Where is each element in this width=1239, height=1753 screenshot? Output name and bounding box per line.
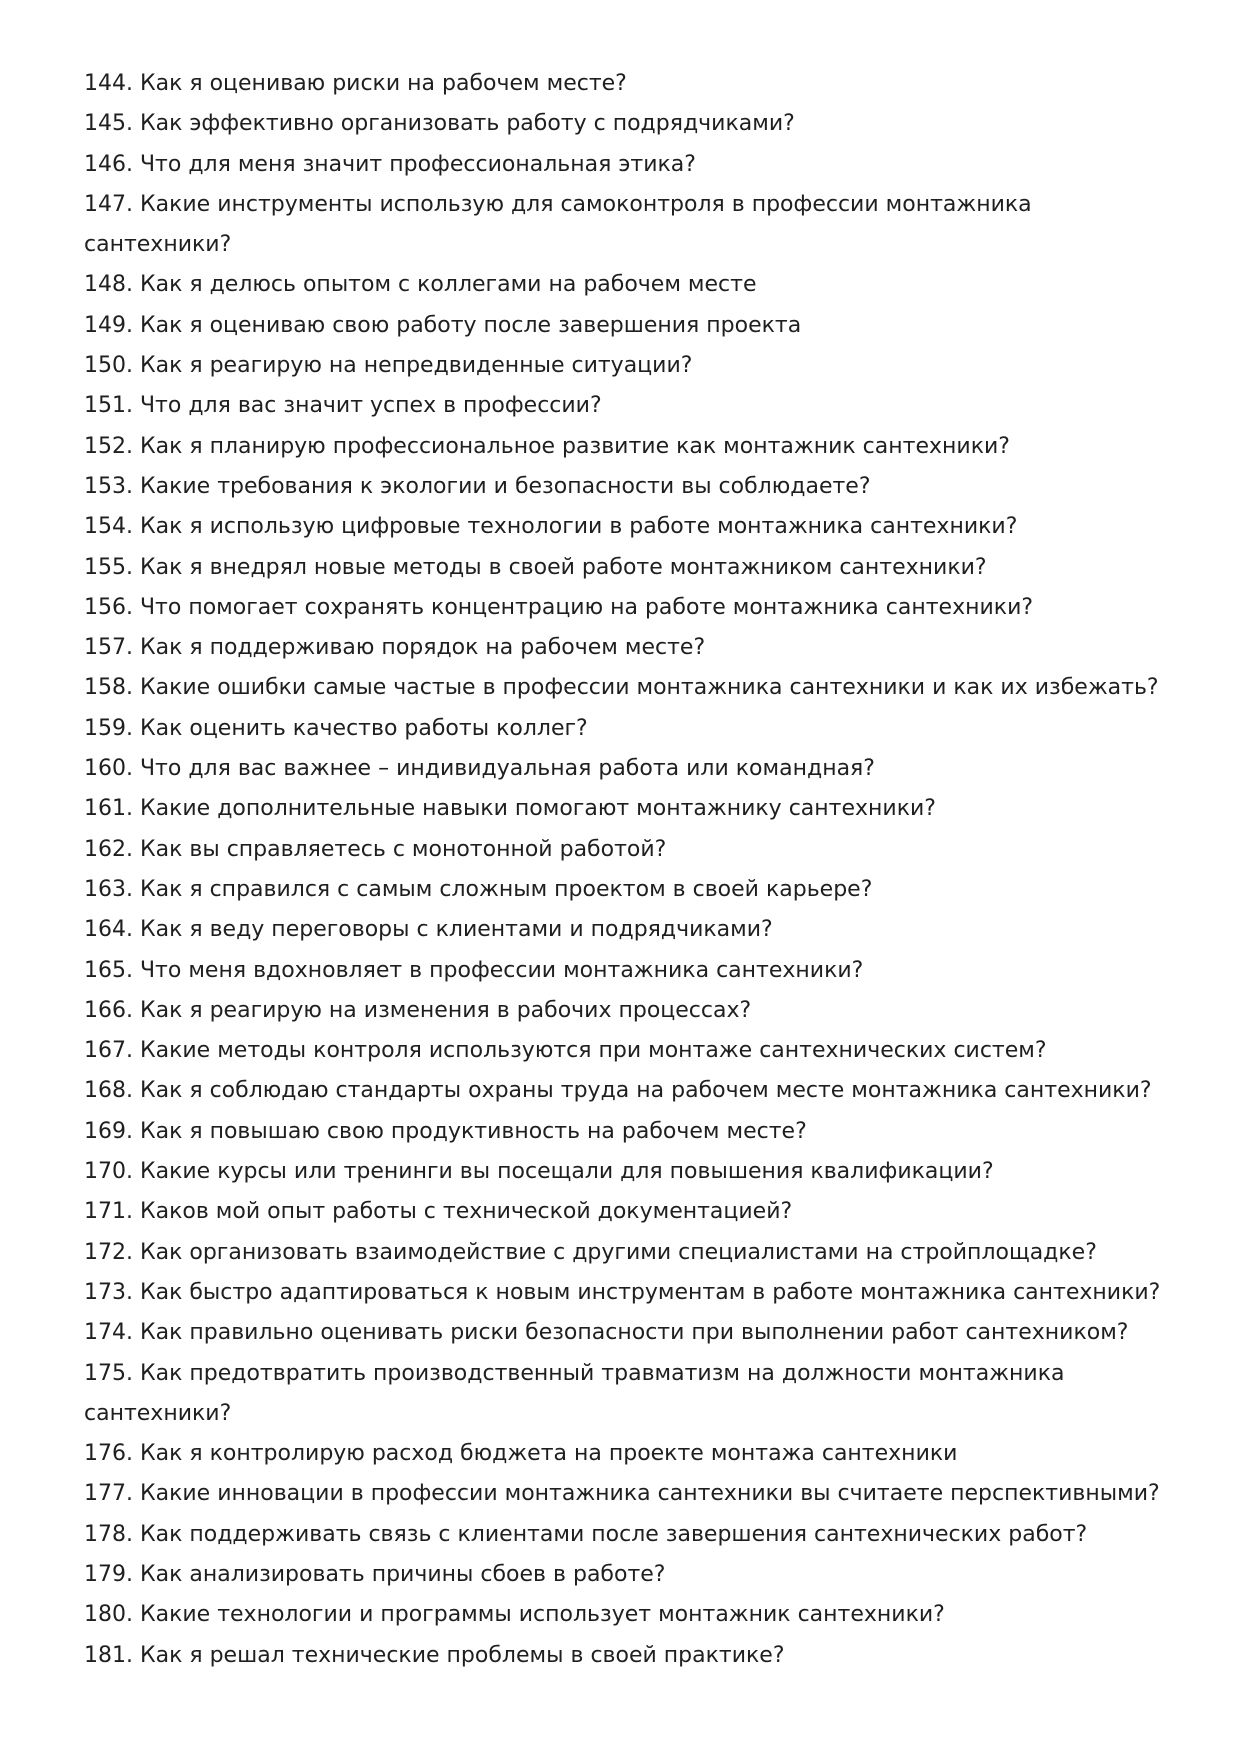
- question-item: 147. Какие инструменты использую для самоконтроля в профессии монтажника сантехники?: [84, 191, 1032, 258]
- question-item: 172. Как организовать взаимодействие с другими специалистами на стройплощадке?: [84, 1239, 1097, 1265]
- question-item: 146. Что для меня значит профессиональная этика?: [84, 151, 696, 177]
- question-item: 167. Какие методы контроля используются при монтаже сантехнических систем?: [84, 1038, 1047, 1064]
- question-item: 176. Как я контролирую расход бюджета на проекте монтажа сантехники: [84, 1441, 958, 1467]
- question-list: [84, 64, 1174, 1676]
- question-item: 170. Какие курсы или тренинги вы посещали для повышения квалификации?: [84, 1159, 994, 1185]
- question-item: 158. Какие ошибки самые частые в профессии монтажника сантехники и как их избежать?: [84, 675, 1159, 701]
- question-item: 179. Как анализировать причины сбоев в работе?: [84, 1561, 666, 1587]
- question-item: 173. Как быстро адаптироваться к новым инструментам в работе монтажника сантехники?: [84, 1279, 1161, 1305]
- question-item: 148. Как я делюсь опытом с коллегами на рабочем месте: [84, 272, 757, 298]
- question-item: 156. Что помогает сохранять концентрацию на работе монтажника сантехники?: [84, 594, 1034, 620]
- question-item: 162. Как вы справляетесь с монотонной работой?: [84, 836, 667, 862]
- question-item: 161. Какие дополнительные навыки помогают монтажнику сантехники?: [84, 796, 936, 822]
- question-item: 180. Какие технологии и программы использует монтажник сантехники?: [84, 1602, 945, 1628]
- question-item: 144. Как я оцениваю риски на рабочем месте?: [84, 71, 627, 96]
- question-item: 169. Как я повышаю свою продуктивность на рабочем месте?: [84, 1118, 807, 1144]
- question-item: 178. Как поддерживать связь с клиентами после завершения сантехнических работ?: [84, 1521, 1088, 1547]
- question-item: 164. Как я веду переговоры с клиентами и подрядчиками?: [84, 917, 773, 943]
- question-item: 154. Как я использую цифровые технологии в работе монтажника сантехники?: [84, 514, 1018, 540]
- question-item: 151. Что для вас значит успех в профессии?: [84, 393, 602, 419]
- question-item: 171. Каков мой опыт работы с технической документацией?: [84, 1199, 793, 1225]
- question-item: 157. Как я поддерживаю порядок на рабочем месте?: [84, 635, 706, 661]
- question-item: 145. Как эффективно организовать работу с подрядчиками?: [84, 111, 795, 137]
- question-item: 152. Как я планирую профессиональное развитие как монтажник сантехники?: [84, 433, 1010, 459]
- question-item: 159. Как оценить качество работы коллег?: [84, 715, 588, 741]
- question-item: 168. Как я соблюдаю стандарты охраны труда на рабочем месте монтажника сантехники?: [84, 1078, 1152, 1104]
- question-item: 149. Как я оцениваю свою работу после завершения проекта: [84, 312, 802, 338]
- question-item: 163. Как я справился с самым сложным проектом в своей карьере?: [84, 876, 873, 902]
- question-item: 150. Как я реагирую на непредвиденные ситуации?: [84, 353, 693, 379]
- question-item: 174. Как правильно оценивать риски безопасности при выполнении работ сантехником?: [84, 1320, 1129, 1346]
- question-item: 166. Как я реагирую на изменения в рабочих процессах?: [84, 997, 752, 1023]
- question-item: 177. Какие инновации в профессии монтажника сантехники вы считаете перспективными?: [84, 1481, 1160, 1507]
- question-item: 160. Что для вас важнее – индивидуальная работа или командная?: [84, 756, 875, 782]
- question-item: 175. Как предотвратить производственный травматизм на должности монтажника сантехники?: [84, 1360, 1065, 1426]
- question-item: 181. Как я решал технические проблемы в своей практике?: [84, 1642, 785, 1668]
- question-item: 165. Что меня вдохновляет в профессии монтажника сантехники?: [84, 957, 864, 983]
- question-item: 155. Как я внедрял новые методы в своей работе монтажником сантехники?: [84, 554, 987, 580]
- question-item: 153. Какие требования к экологии и безопасности вы соблюдаете?: [84, 473, 871, 499]
